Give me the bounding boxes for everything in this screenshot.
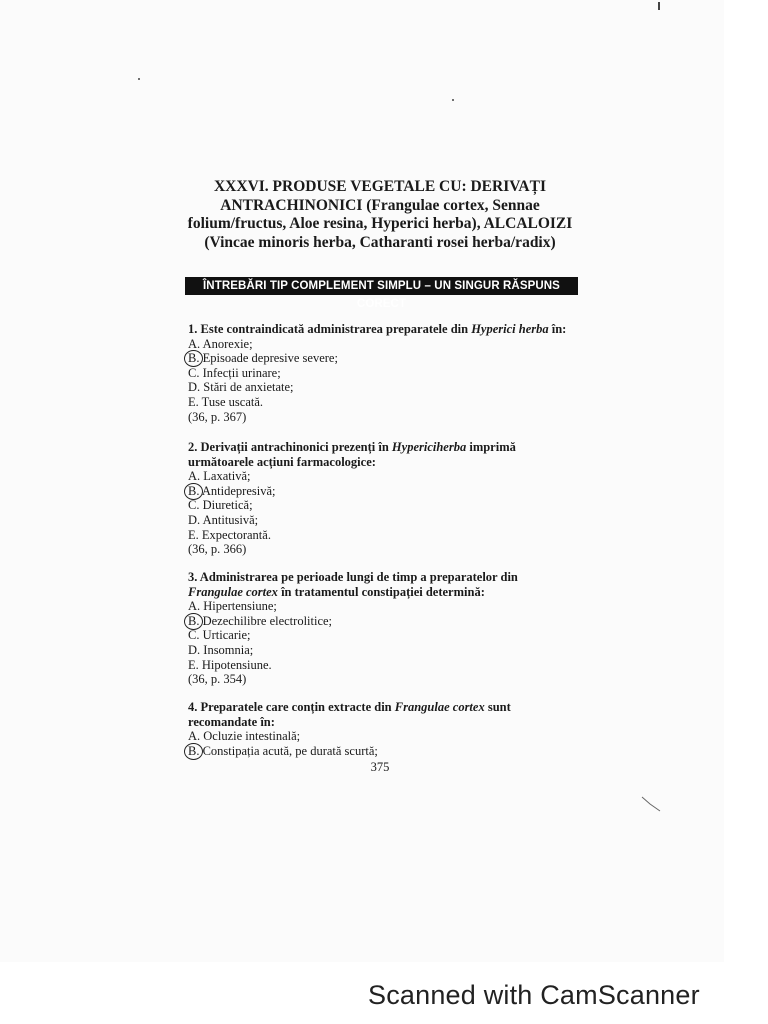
question-stem: 4. Preparatele care conțin extracte din Frangulae cortex sunt: [188, 700, 511, 714]
option-e: E. Expectorantă.: [188, 527, 271, 542]
option-c: C. Diuretică;: [188, 498, 253, 513]
dust-speck: [658, 2, 660, 10]
option-c: C. Infecții urinare;: [188, 365, 281, 380]
question-4: [188, 700, 588, 758]
question-2: [188, 440, 588, 557]
question-stem-line2: Frangulae cortex în tratamentul constipației determină:: [188, 584, 485, 599]
option-b-circled: B. Episoade depresive severe;: [188, 351, 588, 366]
title-line: (Vincae minoris herba, Catharanti rosei herba/radix): [204, 233, 556, 251]
option-a: A. Hipertensiune;: [188, 599, 277, 614]
option-a: A. Anorexie;: [188, 336, 253, 351]
question-stem-line2: recomandate în:: [188, 714, 275, 729]
option-d: D. Antitusivă;: [188, 512, 259, 527]
option-e: E. Hipotensiune.: [188, 657, 272, 672]
question-stem: 1. Este contraindicată administrarea preparatele din Hyperici herba în:: [188, 322, 567, 336]
option-d: D. Stări de anxietate;: [188, 380, 294, 395]
question-stem: 2. Derivații antrachinonici prezenți în Hypericiherba imprimă: [188, 440, 516, 454]
question-stem-line2: următoarele acțiuni farmacologice:: [188, 454, 376, 469]
option-a: A. Ocluzie intestinală;: [188, 729, 301, 744]
pen-stroke-mark: [640, 795, 664, 813]
dust-speck: [138, 78, 140, 80]
option-b-circled: B. Dezechilibre electrolitice;: [188, 614, 588, 629]
dust-speck: [452, 99, 454, 101]
option-e: E. Tuse uscată.: [188, 394, 264, 409]
option-b-circled: B. Constipația acută, pe durată scurtă;: [188, 744, 588, 759]
page-number: 375: [370, 760, 390, 774]
question-1: [188, 322, 588, 424]
title-line: XXXVI. PRODUSE VEGETALE CU: DERIVAȚI: [213, 178, 547, 195]
page-edge: [724, 0, 768, 962]
option-b-circled: B. Antidepresivă;: [188, 484, 588, 499]
question-stem: 3. Administrarea pe perioade lungi de timp a preparatelor din: [188, 570, 518, 584]
title-line: folium/fructus, Aloe resina, Hyperici herba), ALCALOIZI: [187, 215, 573, 232]
option-a: A. Laxativă;: [188, 469, 251, 484]
option-c: C. Urticarie;: [188, 628, 251, 643]
section-header: ÎNTREBĂRI TIP COMPLEMENT SIMPLU – UN SINGUR RĂSPUNS CORECT: [185, 277, 578, 295]
chapter-title: [170, 178, 590, 252]
title-line: ANTRACHINONICI (Frangulae cortex, Sennae: [220, 196, 540, 214]
reference: (36, p. 366): [188, 542, 247, 557]
camscanner-watermark: Scanned with CamScanner: [368, 980, 700, 1010]
reference: (36, p. 354): [188, 672, 247, 687]
reference: (36, p. 367): [188, 409, 247, 424]
option-d: D. Insomnia;: [188, 642, 254, 657]
question-3: [188, 570, 588, 687]
